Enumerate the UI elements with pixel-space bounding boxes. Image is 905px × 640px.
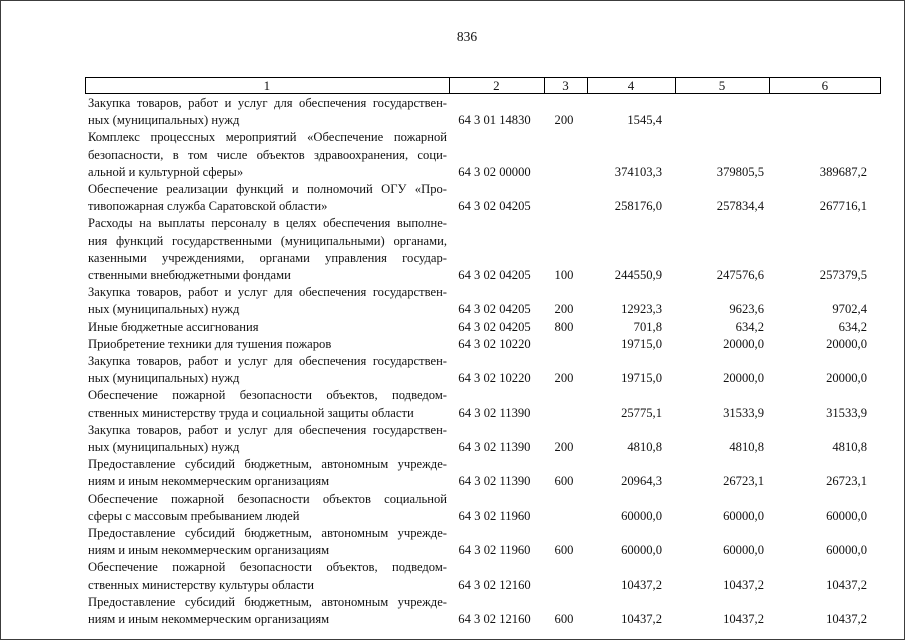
row-code: 64 3 02 04205: [458, 199, 531, 214]
row-code: 64 3 02 10220: [458, 336, 531, 351]
row-amount-col5: 60000,0: [723, 543, 764, 558]
row-code: 64 3 02 10220: [458, 371, 531, 386]
row-name-line: Расходы на выплаты персоналу в целях обеспечения выполне-: [88, 216, 447, 231]
row-amount-col4: 19715,0: [621, 336, 662, 351]
row-name-line: ственными внебюджетными фондами: [88, 268, 291, 283]
row-amount-col6: 20000,0: [826, 336, 867, 351]
row-name-line: Закупка товаров, работ и услуг для обеспечения государствен-: [88, 285, 447, 300]
row-code: 64 3 01 14830: [458, 113, 531, 128]
row-name: [85, 215, 447, 284]
row-code: 64 3 02 11960: [458, 508, 531, 523]
row-amount-col6: 10437,2: [826, 612, 867, 627]
table-row: [85, 95, 881, 129]
row-amount-col4: 1545,4: [627, 113, 662, 128]
header-cell-4: 4: [587, 78, 674, 93]
row-name-line: Закупка товаров, работ и услуг для обеспечения государствен-: [88, 354, 447, 369]
row-amount-col4: 4810,8: [627, 440, 662, 455]
row-code: 64 3 02 12160: [458, 612, 531, 627]
row-expense-type: 200: [554, 440, 574, 455]
table-row: [85, 129, 881, 181]
row-expense-type: 200: [554, 302, 574, 317]
row-amount-col5: 634,2: [735, 319, 764, 334]
row-code: 64 3 02 11390: [458, 405, 531, 420]
row-name-line: Обеспечение пожарной безопасности объектов, подведом-: [88, 388, 447, 403]
row-amount-col6: 4810,8: [832, 440, 867, 455]
row-amount-col4: 20964,3: [621, 474, 662, 489]
row-name: [85, 319, 447, 336]
row-code: 64 3 02 12160: [458, 577, 531, 592]
table-row: [85, 491, 881, 525]
row-amount-col4: 374103,3: [614, 164, 662, 179]
row-name-line: Предоставление субсидий бюджетным, автономным учрежде-: [88, 457, 447, 472]
row-name: [85, 422, 447, 456]
budget-table: [85, 77, 881, 628]
row-name: [85, 284, 447, 318]
row-code: 64 3 02 04205: [458, 319, 531, 334]
row-expense-type: 600: [554, 543, 574, 558]
header-cell-1: 1: [263, 78, 271, 93]
row-amount-col6: 267716,1: [819, 199, 867, 214]
row-amount-col5: 379805,5: [716, 164, 764, 179]
row-amount-col6: 389687,2: [819, 164, 867, 179]
row-name-line: ственных министерству труда и социальной защиты области: [88, 405, 414, 420]
row-amount-col5: 257834,4: [716, 199, 764, 214]
row-expense-type: 100: [554, 268, 574, 283]
row-amount-col4: 25775,1: [621, 405, 662, 420]
table-row: [85, 422, 881, 456]
row-code: 64 3 02 04205: [458, 268, 531, 283]
row-name: [85, 353, 447, 387]
row-amount-col6: 10437,2: [826, 577, 867, 592]
table-row: [85, 284, 881, 318]
header-cell-3: 3: [544, 78, 586, 93]
table-row: [85, 525, 881, 559]
table-row: [85, 594, 881, 628]
row-expense-type: 200: [554, 371, 574, 386]
row-name-line: Иные бюджетные ассигнования: [88, 319, 259, 334]
row-amount-col5: 10437,2: [723, 577, 764, 592]
row-amount-col4: 60000,0: [621, 508, 662, 523]
row-amount-col4: 244550,9: [614, 268, 662, 283]
row-name-line: Закупка товаров, работ и услуг для обеспечения государствен-: [88, 96, 447, 110]
row-amount-col6: 60000,0: [826, 543, 867, 558]
row-name-line: ных (муниципальных) нужд: [88, 302, 240, 317]
row-amount-col5: 247576,6: [716, 268, 764, 283]
row-name-line: тивопожарная служба Саратовской области»: [88, 199, 328, 214]
row-name-line: альной и культурной сферы»: [88, 164, 244, 179]
row-code: 64 3 02 11960: [458, 543, 531, 558]
row-name-line: казенными учреждениями, органами управления государ-: [88, 250, 447, 265]
row-amount-col5: 9623,6: [729, 302, 764, 317]
row-amount-col5: 20000,0: [723, 336, 764, 351]
row-amount-col5: 26723,1: [723, 474, 764, 489]
row-name-line: ниям и иным некоммерческим организациям: [88, 543, 330, 558]
header-cell-2: 2: [449, 78, 543, 93]
table-row: [85, 336, 881, 353]
row-expense-type: 600: [554, 612, 574, 627]
row-name-line: ниям и иным некоммерческим организациям: [88, 612, 330, 627]
row-amount-col4: 10437,2: [621, 577, 662, 592]
row-code: 64 3 02 04205: [458, 302, 531, 317]
table-row: [85, 559, 881, 593]
row-name: [85, 95, 447, 129]
row-code: 64 3 02 11390: [458, 474, 531, 489]
row-name: [85, 336, 447, 353]
row-name-line: Приобретение техники для тушения пожаров: [88, 336, 332, 351]
row-name-line: ных (муниципальных) нужд: [88, 440, 240, 455]
row-amount-col4: 19715,0: [621, 371, 662, 386]
row-amount-col6: 20000,0: [826, 371, 867, 386]
row-name: [85, 559, 447, 593]
row-amount-col4: 701,8: [633, 319, 662, 334]
row-amount-col4: 12923,3: [621, 302, 662, 317]
table-header-row: [85, 77, 881, 94]
row-amount-col5: 4810,8: [729, 440, 764, 455]
table-row: [85, 319, 881, 336]
row-amount-col6: 60000,0: [826, 508, 867, 523]
table-body: [85, 95, 881, 628]
row-name-line: Обеспечение пожарной безопасности объектов, подведом-: [88, 560, 447, 575]
row-name-line: Предоставление субсидий бюджетным, автономным учрежде-: [88, 594, 447, 609]
row-name-line: Закупка товаров, работ и услуг для обеспечения государствен-: [88, 422, 447, 437]
table-row: [85, 215, 881, 284]
row-expense-type: 600: [554, 474, 574, 489]
row-amount-col6: 31533,9: [826, 405, 867, 420]
row-name: [85, 456, 447, 490]
row-name-line: Предоставление субсидий бюджетным, автономным учрежде-: [88, 526, 447, 541]
row-code: 64 3 02 11390: [458, 440, 531, 455]
row-amount-col4: 60000,0: [621, 543, 662, 558]
row-name: [85, 525, 447, 559]
row-amount-col5: 10437,2: [723, 612, 764, 627]
row-amount-col5: 60000,0: [723, 508, 764, 523]
row-name: [85, 491, 447, 525]
row-name: [85, 594, 447, 628]
row-amount-col6: 26723,1: [826, 474, 867, 489]
row-amount-col4: 10437,2: [621, 612, 662, 627]
row-name-line: сферы с массовым пребыванием людей: [88, 508, 300, 523]
row-amount-col5: 20000,0: [723, 371, 764, 386]
table-row: [85, 353, 881, 387]
row-name: [85, 129, 447, 181]
row-expense-type: 800: [554, 319, 574, 334]
row-name-line: Обеспечение пожарной безопасности объектов социальной: [88, 491, 447, 506]
row-name-line: ния функций государственными (муниципальными) органами,: [88, 233, 447, 248]
row-name-line: ственных министерству культуры области: [88, 577, 315, 592]
row-amount-col5: 31533,9: [723, 405, 764, 420]
row-amount-col6: 634,2: [838, 319, 867, 334]
row-name-line: ных (муниципальных) нужд: [88, 113, 240, 128]
table-row: [85, 456, 881, 490]
row-name-line: ниям и иным некоммерческим организациям: [88, 474, 330, 489]
row-name-line: безопасности, в том числе объектов здравоохранения, соци-: [88, 147, 447, 162]
row-expense-type: 200: [554, 113, 574, 128]
table-row: [85, 181, 881, 215]
page-number: 836: [456, 29, 478, 44]
row-name-line: ных (муниципальных) нужд: [88, 371, 240, 386]
row-name-line: Комплекс процессных мероприятий «Обеспечение пожарной: [88, 130, 447, 145]
header-cell-6: 6: [769, 78, 880, 93]
row-amount-col4: 258176,0: [614, 199, 662, 214]
row-name: [85, 181, 447, 215]
row-code: 64 3 02 00000: [458, 164, 531, 179]
header-cell-5: 5: [675, 78, 767, 93]
table-row: [85, 387, 881, 421]
row-amount-col6: 257379,5: [819, 268, 867, 283]
row-name-line: Обеспечение реализации функций и полномочий ОГУ «Про-: [88, 182, 447, 197]
row-name: [85, 387, 447, 421]
row-amount-col6: 9702,4: [832, 302, 867, 317]
